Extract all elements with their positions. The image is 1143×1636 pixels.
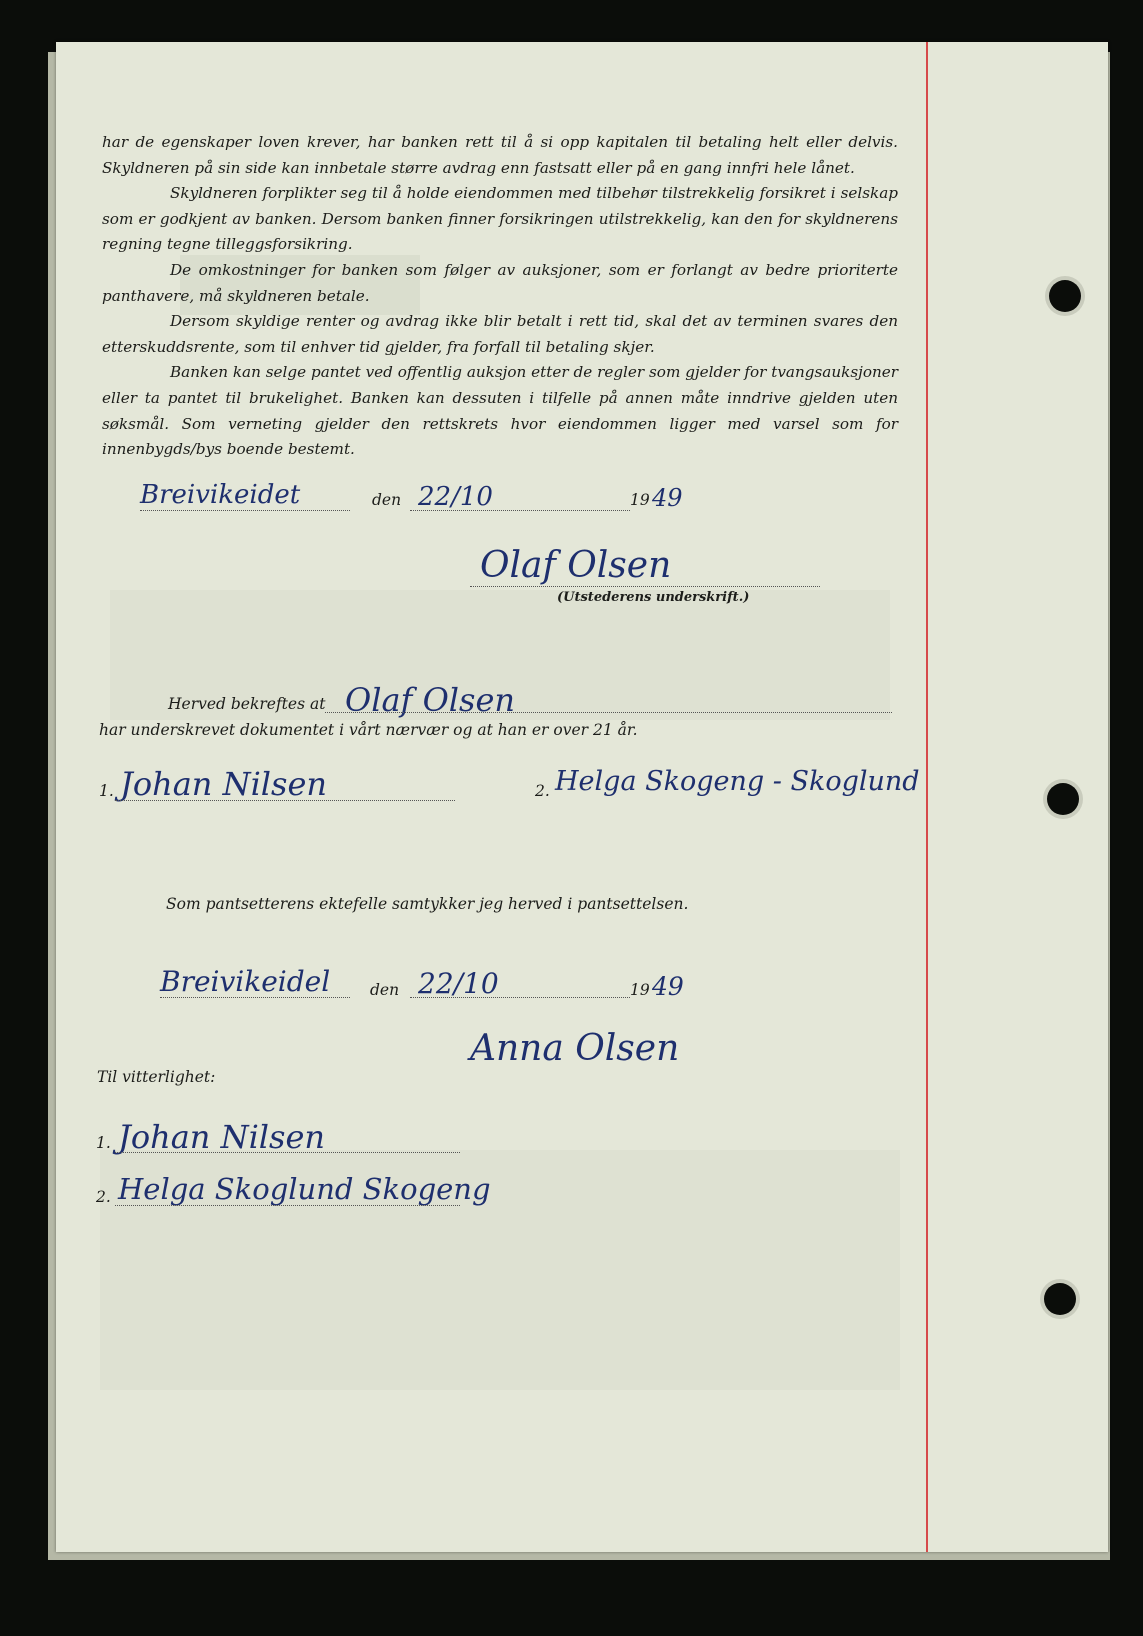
dotline-signature	[470, 586, 820, 587]
witness-2-number: 2.	[535, 782, 550, 800]
dotline-vitterlighet-1	[115, 1152, 460, 1153]
year-1: 49	[652, 484, 683, 512]
witness-1-number: 1.	[99, 782, 114, 800]
den-label-2: den	[370, 981, 400, 999]
place-1: Breivikeidet	[140, 480, 301, 510]
witness-2-signature: Helga Skogeng - Skoglund	[555, 766, 920, 797]
witness-1-signature: Johan Nilsen	[120, 765, 327, 803]
punch-hole-top	[1049, 280, 1081, 312]
dotline-date-2	[410, 997, 630, 998]
year-2: 49	[652, 972, 684, 1001]
terms-paragraph: De omkostninger for banken som følger av auksjoner, som er forlangt av bedre prioriterte panthavere, må skyldneren betale.	[102, 260, 898, 305]
terms-paragraph: Dersom skyldige renter og avdrag ikke blir betalt i rett tid, skal det av terminen svares den etterskuddsrente, som til enhver tid gjelder, fra forfall til betaling skjer.	[102, 312, 898, 356]
confirm-label: Herved bekreftes at	[168, 695, 326, 713]
year-prefix-1: 19	[630, 491, 650, 509]
terms-paragraph: Skyldneren forplikter seg til å holde eiendommen med tilbehør tilstrekkelig forsikret i selskap som er godkjent av banken. Dersom banken finner forsikringen utilstrekkelig, kan den for skyldnerens regning tegne tilleggsforsikring.	[102, 184, 898, 254]
vitterlighet-label: Til vitterlighet:	[97, 1068, 216, 1086]
issuer-caption: (Utstederens underskrift.)	[557, 590, 750, 605]
dotline-confirm	[325, 712, 892, 713]
dotline-vitterlighet-2	[115, 1205, 460, 1206]
confirm-text: har underskrevet dokumentet i vårt nærvær og at han er over 21 år.	[99, 721, 638, 739]
den-label-1: den	[372, 491, 402, 509]
spouse-consent-text: Som pantsetterens ektefelle samtykker jeg herved i pantsettelsen.	[166, 895, 689, 913]
dotline-witness-1	[115, 800, 455, 801]
confirm-name: Olaf Olsen	[345, 681, 515, 719]
terms-paragraph: har de egenskaper loven krever, har banken rett til å si opp kapitalen til betaling helt eller delvis. Skyldneren på sin side kan innbetale større avdrag enn fastsatt eller på en gang innfri hele lånet.	[102, 133, 898, 177]
dotline-date-1	[410, 510, 630, 511]
date-2: 22/10	[418, 967, 499, 1000]
red-margin-line	[926, 42, 928, 1552]
vitterlighet-1-signature: Johan Nilsen	[118, 1118, 325, 1156]
punch-hole-middle	[1047, 783, 1079, 815]
date-1: 22/10	[418, 482, 493, 512]
issuer-signature: Olaf Olsen	[480, 545, 672, 586]
loan-terms-text	[102, 130, 898, 463]
dotline-place-2	[160, 997, 350, 998]
vitterlighet-1-number: 1.	[96, 1134, 111, 1152]
vitterlighet-2-number: 2.	[96, 1188, 111, 1206]
place-2: Breivikeidel	[160, 965, 331, 998]
terms-paragraph: Banken kan selge pantet ved offentlig auksjon etter de regler som gjelder for tvangsauksjoner eller ta pantet til brukelighet. Banken kan dessuten i tilfelle på annen måte inndrive gjelden uten søksmål. Som verneting gjelder den rettskrets hvor eiendommen ligger med varsel som for innenbygds/bys boende bestemt.	[102, 363, 898, 459]
punch-hole-bottom	[1044, 1283, 1076, 1315]
spouse-signature: Anna Olsen	[470, 1028, 680, 1069]
dotline-place-1	[140, 510, 350, 511]
year-prefix-2: 19	[630, 981, 650, 999]
vitterlighet-2-signature: Helga Skoglund Skogeng	[118, 1172, 491, 1206]
